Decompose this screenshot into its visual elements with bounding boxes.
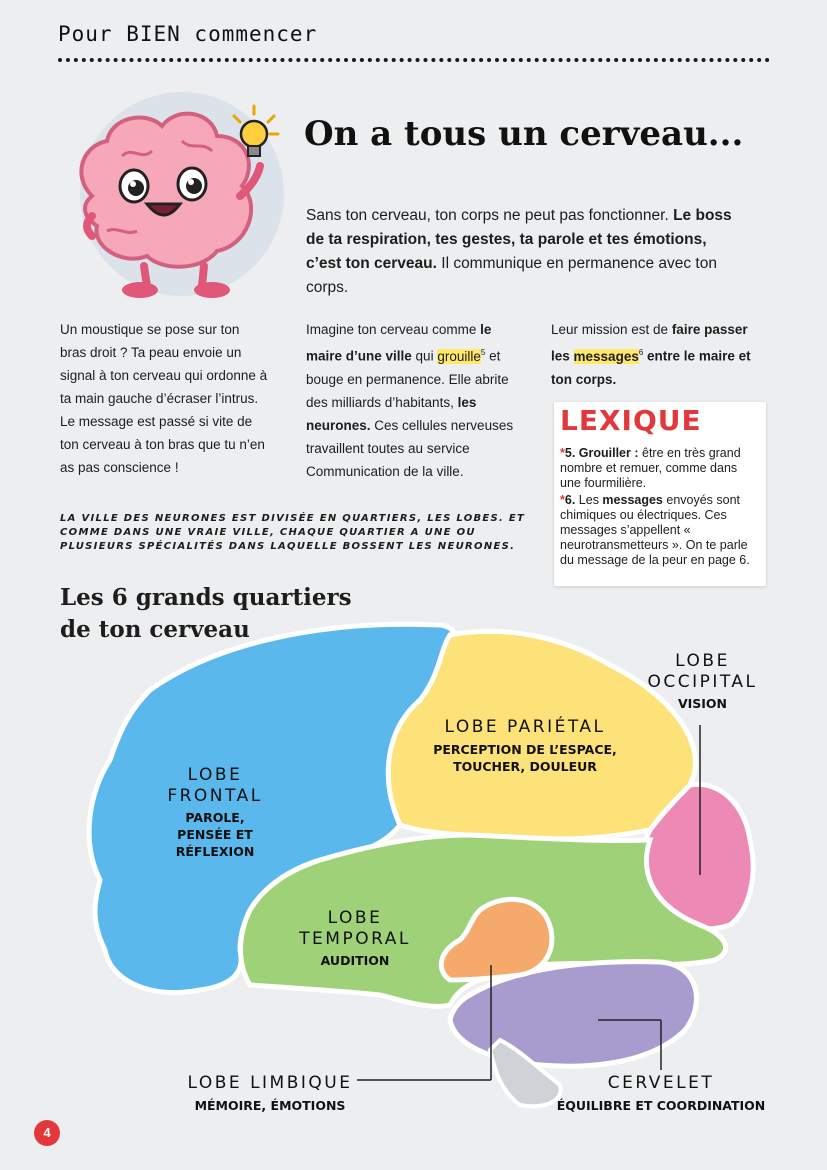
lobe-cervelet-label bbox=[555, 1073, 767, 1114]
subtitle-line: Les 6 grands quartiers bbox=[60, 584, 352, 611]
lexique-item-6 bbox=[560, 493, 760, 568]
dotted-rule bbox=[58, 58, 770, 62]
column-2-text bbox=[306, 318, 514, 483]
lexique-def: Les bbox=[575, 493, 603, 507]
lobe-name: LOBE bbox=[187, 765, 243, 785]
lobe-description: PENSÉE ET RÉFLEXION bbox=[175, 827, 255, 859]
column-3-text bbox=[551, 318, 759, 391]
lobe-name: FRONTAL bbox=[167, 786, 263, 806]
col2-text: Imagine ton cerveau comme bbox=[306, 322, 481, 337]
asterisk-icon: * bbox=[560, 446, 565, 460]
lobe-name: LOBE bbox=[327, 908, 383, 928]
intro-line: Sans ton cerveau, ton corps ne peut pas fonctionner. bbox=[306, 207, 669, 224]
subtitle-line: de ton cerveau bbox=[60, 616, 250, 643]
lobe-description: PAROLE, bbox=[185, 810, 245, 825]
col2-text: et bouge en permanence. Elle abrite des milliards d’habitants, bbox=[306, 348, 509, 410]
lobe-name: LOBE bbox=[675, 651, 730, 671]
intro-paragraph bbox=[306, 204, 736, 300]
col2-bold: le maire d’une ville bbox=[306, 322, 492, 364]
lobe-description: MÉMOIRE, ÉMOTIONS bbox=[194, 1098, 346, 1113]
col3-bold: faire passer les bbox=[551, 322, 748, 364]
lobe-temporal-label bbox=[290, 908, 420, 969]
page-number: 4 bbox=[34, 1120, 60, 1146]
lexique-def: être en très grand nombre et remuer, comme dans une fourmilière. bbox=[560, 446, 741, 490]
intro-rest: Il communique en permanence avec ton corps. bbox=[306, 255, 717, 296]
highlight-grouille: grouille bbox=[437, 348, 481, 364]
lexique-term: 5. Grouiller : bbox=[564, 446, 639, 460]
lobe-occipital-label bbox=[640, 651, 765, 712]
lobe-description: TOUCHER, DOULEUR bbox=[453, 759, 597, 774]
page-title: On a tous un cerveau... bbox=[304, 114, 744, 154]
lobes-caption: LA VILLE DES NEURONES EST DIVISÉE EN QUARTIERS, LES LOBES. ET COMME DANS UNE VRAIE VILLE, CHAQUE QUARTIER A UNE OU PLUSIEURS SPÉCIALITÉS DANS LAQUELLE BOSSENT LES NEURONES. bbox=[60, 513, 526, 552]
col2-text: Ces cellules nerveuses travaillent toutes au service Communication de la ville. bbox=[306, 417, 514, 479]
section-label: Pour BIEN commencer bbox=[58, 22, 318, 46]
lobe-name: TEMPORAL bbox=[299, 929, 411, 949]
asterisk-icon: * bbox=[560, 493, 565, 507]
lexique-item-5 bbox=[560, 446, 760, 491]
lobe-limbique-label bbox=[180, 1073, 360, 1114]
lexique-title: LEXIQUE bbox=[560, 404, 702, 437]
lobe-description: PERCEPTION DE L’ESPACE, bbox=[433, 742, 617, 757]
col3-bold: entre le maire et ton corps. bbox=[551, 348, 751, 387]
col2-text: qui bbox=[411, 348, 438, 364]
lobe-description: VISION bbox=[677, 696, 728, 711]
highlight-messages: messages bbox=[573, 348, 639, 364]
lobe-description: ÉQUILIBRE ET COORDINATION bbox=[556, 1098, 766, 1113]
lobe-frontal-label bbox=[140, 765, 290, 860]
lobe-name: LOBE PARIÉTAL bbox=[444, 717, 606, 737]
lexique-term: 6. bbox=[564, 493, 576, 507]
lobe-parietal-label bbox=[420, 717, 630, 775]
footnote-ref-5: 5 bbox=[480, 348, 486, 357]
lexique-term: messages bbox=[602, 493, 663, 507]
lobe-name: LOBE LIMBIQUE bbox=[187, 1073, 353, 1093]
brain-mascot-illustration bbox=[52, 86, 292, 306]
col3-text: Leur mission est de bbox=[551, 322, 672, 337]
lobe-name: CERVELET bbox=[607, 1073, 715, 1093]
lexique-def: envoyés sont chimiques ou électriques. Ces messages s’appellent « neurotransmetteurs ». On te parle du message de la peur en page 6. bbox=[560, 493, 750, 567]
column-1-text: Un moustique se pose sur ton bras droit ? Ta peau envoie un signal à ton cerveau qui ordonne à ta main gauche d’écraser l’intrus. Le message est passé si vite de ton cerveau à ton bras que tu n’en as pas conscience ! bbox=[60, 322, 268, 475]
lobe-name: OCCIPITAL bbox=[647, 672, 758, 692]
footnote-ref-6: 6 bbox=[638, 348, 644, 357]
col2-bold: les neurones. bbox=[306, 394, 477, 433]
lobe-description: AUDITION bbox=[320, 953, 390, 968]
intro-bold: Le boss de ta respiration, tes gestes, ta parole et tes émotions, c’est ton cerveau. bbox=[306, 207, 732, 272]
